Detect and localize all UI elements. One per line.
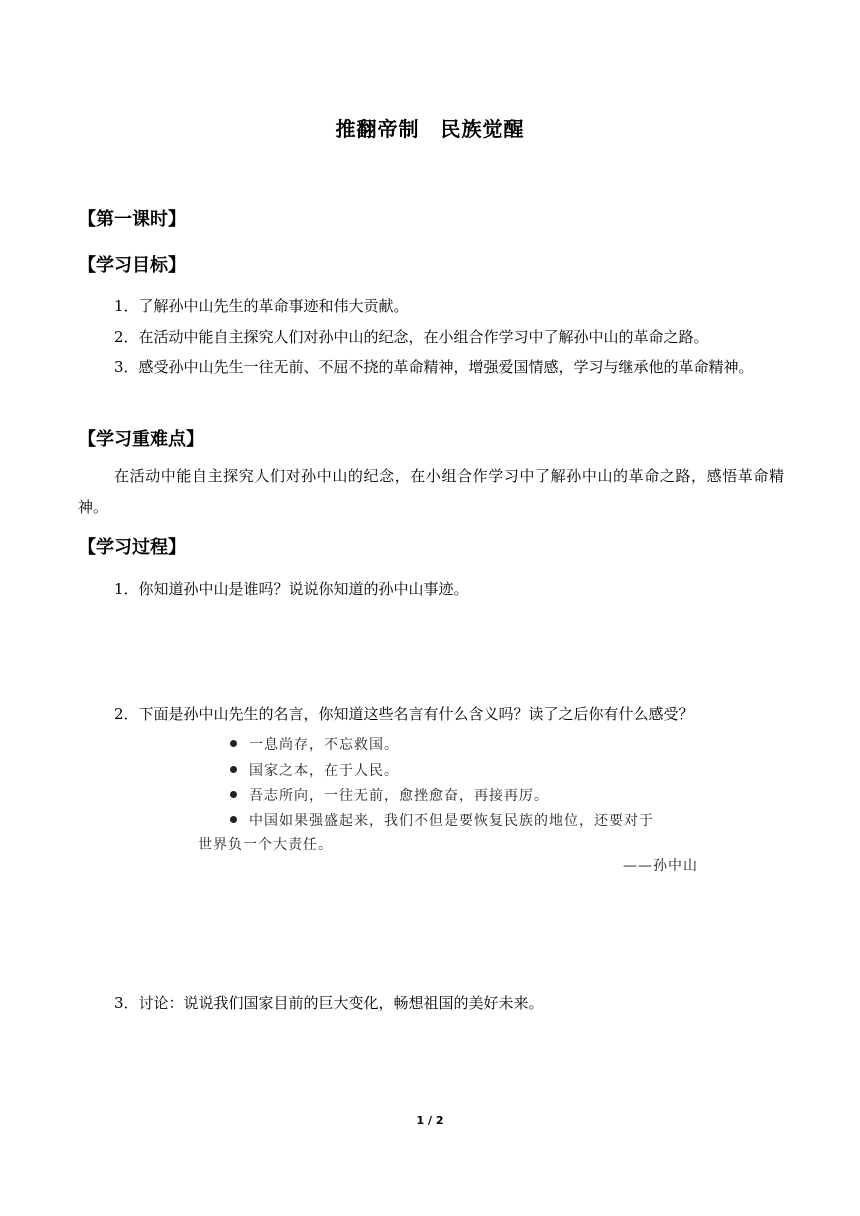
process-heading: 【学习过程】 (78, 537, 186, 558)
quote-item: 吾志所向，一往无前，愈挫愈奋，再接再厉。 (230, 785, 549, 805)
document-title: 推翻帝制 民族觉醒 (335, 117, 525, 141)
objective-item-2: 2．在活动中能自主探究人们对孙中山的纪念，在小组合作学习中了解孙中山的革命之路。 (114, 328, 709, 346)
question-2: 2．下面是孙中山先生的名言，你知道这些名言有什么含义吗？读了之后你有什么感受？ (114, 705, 694, 723)
lesson-heading: 【第一课时】 (78, 209, 186, 230)
question-1: 1．你知道孙中山是谁吗？说说你知道的孙中山事迹。 (114, 580, 469, 598)
bullet-icon (230, 816, 237, 823)
question-3: 3．讨论：说说我们国家目前的巨大变化，畅想祖国的美好未来。 (114, 994, 544, 1012)
page-number: 1 / 2 (416, 1114, 444, 1127)
objective-item-3: 3．感受孙中山先生一往无前、不屈不挠的革命精神，增强爱国情感，学习与继承他的革命精神。 (114, 358, 754, 376)
quote-item: 国家之本，在于人民。 (230, 760, 399, 780)
bullet-icon (230, 740, 237, 747)
key-points-text: 在活动中能自主探究人们对孙中山的纪念，在小组合作学习中了解孙中山的革命之路，感悟革命精神。 (78, 467, 784, 516)
objective-item-1: 1．了解孙中山先生的革命事迹和伟大贡献。 (114, 297, 409, 315)
quotes-image (190, 728, 710, 878)
objectives-heading: 【学习目标】 (78, 255, 186, 276)
quote-item-continuation: 世界负一个大责任。 (198, 837, 333, 853)
bullet-icon (230, 791, 237, 798)
quote-item: 中国如果强盛起来，我们不但是要恢复民族的地位，还要对于 (230, 810, 654, 830)
quote-item: 一息尚存，不忘救国。 (230, 734, 399, 754)
bullet-icon (230, 766, 237, 773)
quote-attribution: ——孙中山 (623, 858, 698, 874)
key-points-heading: 【学习重难点】 (78, 429, 204, 450)
